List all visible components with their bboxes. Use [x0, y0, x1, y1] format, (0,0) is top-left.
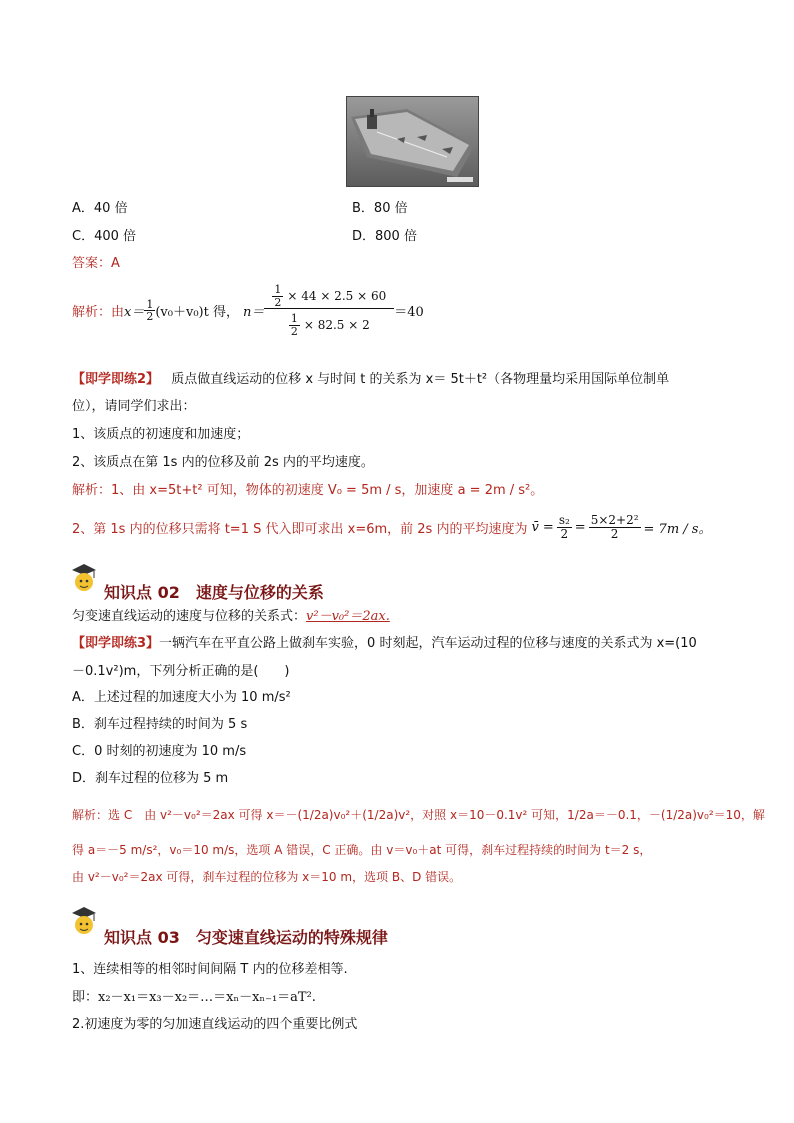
- practice-3-line2: －0.1v²)m，下列分析正确的是( ): [72, 664, 290, 679]
- scholar-cap-icon: [70, 562, 98, 594]
- analysis-1: [72, 284, 424, 337]
- kp03-item1: 1、连续相等的相邻时间间隔 T 内的位移差相等.: [72, 962, 348, 977]
- practice-3-line1: [72, 632, 697, 651]
- practice-3-sol-line1: 解析：选 C 由 v²－v₀²＝2ax 可得 x＝－(1/2a)v₀²＋(1/2a)v²，对照 x＝10－0.1v² 可知，1/2a＝－0.1，－(1/2a)v₀²＝10，解: [72, 808, 765, 822]
- practice-2-item1: 1、该质点的初速度和加速度；: [72, 427, 250, 442]
- kp03-item1-formula: 即：x₂－x₁＝x₃－x₂＝…＝xₙ－xₙ₋₁＝aT².: [72, 990, 316, 1005]
- practice-2-tag: 【即学即练2】: [72, 372, 160, 387]
- kp03-title: 知识点 03 匀变速直线运动的特殊规律: [104, 928, 388, 947]
- analysis-1-lhs: x＝: [124, 305, 145, 321]
- kp02-title: 知识点 02 速度与位移的关系: [104, 583, 324, 602]
- analysis-1-prefix: 解析：由: [72, 305, 125, 321]
- analysis-1-result: ＝40: [394, 305, 424, 321]
- practice-3-option-c: C．0 时刻的初速度为 10 m/s: [72, 744, 247, 759]
- practice-3-option-d: D．刹车过程的位移为 5 m: [72, 771, 229, 786]
- option-b: B．80 倍: [352, 201, 408, 216]
- practice-2-line2: 位），请同学们求出：: [72, 399, 196, 414]
- aircraft-carrier-photo: [346, 96, 479, 187]
- practice-3-option-a: A．上述过程的加速度大小为 10 m/s²: [72, 690, 291, 705]
- practice-2-solution2: 2、第 1s 内的位移只需将 t=1 S 代入即可求出 x=6m，前 2s 内的平均速度为 v̄ = $\frac{\text{s₂}}{2}$ = $\frac{\text{5×2+2²}}{2}$ = 7m / s。: [72, 513, 712, 541]
- analysis-1-big-fraction: $\frac{1}{2}$ × 44 × 2.5 × 60 $\frac{1}{2}$ × 82.5 × 2: [264, 284, 394, 337]
- practice-2-text1: 质点做直线运动的位移 x 与时间 t 的关系为 x＝ 5t＋t²（各物理量均采用国际单位制单: [171, 372, 670, 387]
- analysis-1-half: $\frac{1}{2}$: [146, 297, 154, 324]
- sol2-frac1: $\frac{\text{s₂}}{2}$: [558, 513, 570, 541]
- scholar-cap-icon: [70, 905, 98, 937]
- sol2-vbar: v̄ =: [531, 519, 554, 535]
- option-c: C．400 倍: [72, 229, 137, 244]
- practice-3-option-b: B．刹车过程持续的时间为 5 s: [72, 717, 248, 732]
- practice-3-text1: 一辆汽车在平直公路上做刹车实验，0 时刻起，汽车运动过程的位移与速度的关系式为 x=(10: [159, 636, 697, 651]
- sol2-frac2: $\frac{\text{5×2+2²}}{2}$: [590, 513, 639, 541]
- analysis-1-n: n＝: [242, 305, 265, 321]
- option-a: A．40 倍: [72, 201, 128, 216]
- practice-3-sol-line3: 由 v²－v₀²＝2ax 可得，刹车过程的位移为 x＝10 m，选项 B、D 错误。: [72, 870, 462, 884]
- sol2-prefix: 2、第 1s 内的位移只需将 t=1 S 代入即可求出 x=6m，前 2s 内的平均速度为: [72, 521, 528, 537]
- practice-2-item2: 2、该质点在第 1s 内的位移及前 2s 内的平均速度。: [72, 455, 374, 470]
- practice-2-line1: [72, 368, 669, 387]
- kp03-item2: 2.初速度为零的匀加速直线运动的四个重要比例式: [72, 1017, 358, 1032]
- kp02-formula: v²－v₀²＝2ax.: [306, 609, 390, 624]
- sol2-end: = 7m / s。: [643, 521, 712, 537]
- option-d: D．800 倍: [352, 229, 417, 244]
- answer-1: 答案：A: [72, 256, 120, 271]
- practice-2-solution1: 解析：1、由 x=5t+t² 可知，物体的初速度 V₀ = 5m / s，加速度 a = 2m / s²。: [72, 483, 544, 498]
- kp02-desc: 匀变速直线运动的速度与位移的关系式：v²－v₀²＝2ax.: [72, 609, 390, 624]
- practice-3-tag: 【即学即练3】: [72, 636, 160, 651]
- practice-3-sol-line2: 得 a＝－5 m/s²，v₀＝10 m/s，选项 A 错误，C 正确。由 v＝v₀＋at 可得，刹车过程持续的时间为 t＝2 s，: [72, 843, 652, 857]
- analysis-1-rest: (v₀＋v₀)t 得，: [155, 305, 239, 321]
